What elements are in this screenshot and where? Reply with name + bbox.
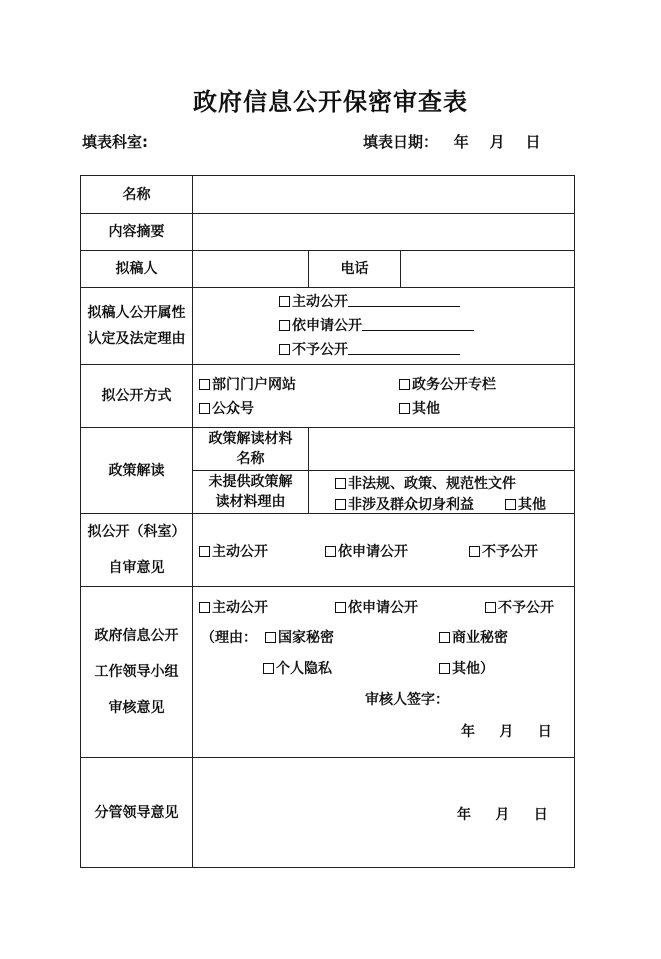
checkbox-icon [325,546,336,557]
checkbox-icon [439,663,450,674]
reason-blank[interactable] [362,318,474,331]
checkbox-icon [335,499,346,510]
reason-option-privacy[interactable]: 个人隐私 [263,658,332,678]
interp-reason-label: 未提供政策解读材料理由 [193,471,309,514]
method-options [193,365,575,428]
checkbox-icon [335,478,346,489]
attribute-option-active[interactable]: 主动公开 [279,290,574,314]
self-review-options [193,514,575,587]
reason-option-commercial-secret[interactable]: 商业秘密 [439,627,508,647]
phone-field[interactable] [401,251,575,288]
attribute-option-request[interactable]: 依申请公开 [279,314,574,338]
row-name [81,176,575,214]
attribute-options [193,288,575,365]
interp-reason-option-1[interactable]: 非法规、政策、规范性文件 [335,473,516,493]
reason-option-state-secret[interactable]: 国家秘密 [265,627,334,647]
row-self-review [81,514,575,587]
self-review-option-request[interactable]: 依申请公开 [325,541,408,561]
method-option-wechat[interactable]: 公众号 [199,398,254,418]
row-leader [81,758,575,868]
checkbox-icon [399,403,410,414]
checkbox-icon [439,632,450,643]
leader-date: 年 月 日 [457,807,548,823]
method-option-portal[interactable]: 部门门户网站 [199,374,296,394]
reason-prefix: （理由： [201,630,257,646]
interp-material-field[interactable] [309,428,575,471]
form-title: 政府信息公开保密审查表 [193,88,468,116]
group-review-option-active[interactable]: 主动公开 [199,597,268,617]
summary-field[interactable] [193,214,575,251]
method-label: 拟公开方式 [81,365,193,428]
method-option-other[interactable]: 其他 [399,398,440,418]
self-review-option-active[interactable]: 主动公开 [199,541,268,561]
group-review-date: 年 月 日 [461,724,552,740]
checkbox-icon [485,602,496,613]
row-summary [81,214,575,251]
row-group-review [81,587,575,758]
row-method [81,365,575,428]
drafter-field[interactable] [193,251,309,288]
checkbox-icon [505,499,516,510]
interp-reason-option-3[interactable]: 其他 [505,494,546,514]
checkbox-icon [279,296,290,307]
phone-label: 电话 [309,251,401,288]
interp-reason-option-2[interactable]: 非涉及群众切身利益 [335,494,474,514]
attribute-label: 拟稿人公开属性认定及法定理由 [81,288,193,365]
method-option-column[interactable]: 政务公开专栏 [399,374,496,394]
checkbox-icon [469,546,480,557]
signer-label: 审核人签字： [365,692,449,708]
leader-field[interactable] [193,758,575,868]
name-field[interactable] [193,176,575,214]
date-month: 月 [489,133,505,151]
interp-reason-options [309,471,575,514]
drafter-label: 拟稿人 [81,251,193,288]
checkbox-icon [279,344,290,355]
row-drafter [81,251,575,288]
date-label: 填表日期： [363,133,439,151]
name-label: 名称 [81,176,193,214]
checkbox-icon [199,379,210,390]
dept-label: 填表科室: [82,133,148,151]
date-day: 日 [525,133,541,151]
reason-blank[interactable] [348,294,460,307]
checkbox-icon [335,602,346,613]
date-year: 年 [453,133,469,151]
checkbox-icon [199,403,210,414]
reason-option-other[interactable]: 其他） [439,658,494,678]
review-form-table [80,175,575,868]
checkbox-icon [199,546,210,557]
checkbox-icon [199,602,210,613]
leader-label: 分管领导意见 [81,758,193,868]
group-review-label: 政府信息公开工作领导小组审核意见 [81,587,193,758]
summary-label: 内容摘要 [81,214,193,251]
checkbox-icon [279,320,290,331]
row-interp-material [81,428,575,471]
attribute-option-none[interactable]: 不予公开 [279,338,574,362]
group-review-options [193,587,575,758]
fill-date [363,131,541,152]
reason-blank[interactable] [348,342,460,355]
checkbox-icon [399,379,410,390]
group-review-option-none[interactable]: 不予公开 [485,597,554,617]
checkbox-icon [263,663,274,674]
self-review-option-none[interactable]: 不予公开 [469,541,538,561]
group-review-option-request[interactable]: 依申请公开 [335,597,418,617]
row-attribute [81,288,575,365]
interp-material-label: 政策解读材料名称 [193,428,309,471]
checkbox-icon [265,632,276,643]
interp-label: 政策解读 [81,428,193,514]
self-review-label: 拟公开（科室）自审意见 [81,514,193,587]
